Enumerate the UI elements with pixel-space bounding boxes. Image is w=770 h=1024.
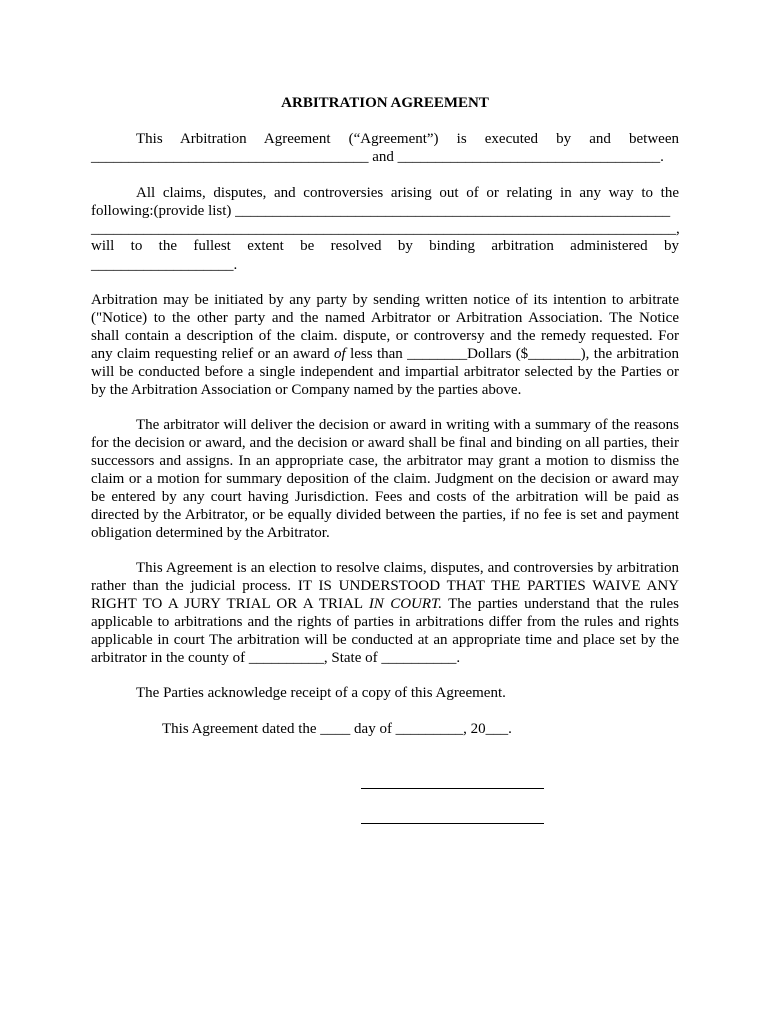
- p5-line-6: arbitrator in the county of __________, State of __________.: [91, 650, 461, 666]
- p4-line-1: The arbitrator will deliver the decision or award in writing with a summary of the reasons: [136, 417, 679, 433]
- p4-line-5: be entered by any court having Jurisdiction. Fees and costs of the arbitration will be paid as: [91, 489, 679, 505]
- p1-line-1: This Arbitration Agreement (“Agreement”) is executed by and between: [136, 131, 679, 147]
- p5-line-3: [91, 595, 679, 613]
- p2-line-1: All claims, disputes, and controversies arising out of or relating in any way to the: [136, 185, 679, 201]
- p3-line-3: shall contain a description of the claim. dispute, or controversy and the remedy requested. For: [91, 328, 679, 344]
- p3-line-2: ("Notice) to the other party and the named Arbitrator or Arbitration Association. The Notice: [91, 310, 679, 326]
- p3-line-6: by the Arbitration Association or Company named by the parties above.: [91, 382, 522, 398]
- p5-line-2: rather than the judicial process. IT IS UNDERSTOOD THAT THE PARTIES WAIVE ANY: [91, 578, 679, 594]
- p4-line-7: obligation determined by the Arbitrator.: [91, 525, 330, 541]
- date-line: This Agreement dated the ____ day of _________, 20___.: [162, 721, 512, 737]
- p2-line-3: ______________________________________________________________________________,: [91, 221, 680, 237]
- p4-line-6: directed by the Arbitrator, or be equally divided between the parties, if no fee is set and payment: [91, 507, 679, 523]
- document-title: ARBITRATION AGREEMENT: [281, 95, 489, 111]
- p4-line-4: claim or a motion for summary deposition of the claim. Judgment on the decision or award may: [91, 471, 679, 487]
- signature-line-2: [361, 823, 544, 824]
- p5-line-1: This Agreement is an election to resolve claims, disputes, and controversies by arbitration: [136, 560, 679, 576]
- p5-line-3-a: RIGHT TO A JURY TRIAL OR A TRIAL: [91, 596, 369, 612]
- p4-line-2: for the decision or award, and the decision or award shall be final and binding on all parties, their: [91, 435, 679, 451]
- p5-line-5: applicable in court The arbitration will be conducted at an appropriate time and place set by the: [91, 632, 679, 648]
- p4-line-3: successors and assigns. In an appropriate case, the arbitrator may grant a motion to dismiss the: [91, 453, 679, 469]
- p3-line-4-italic: of: [334, 346, 346, 362]
- p5-line-3-c: The parties understand that the rules: [442, 596, 679, 612]
- p3-line-5: will be conducted before a single independent and impartial arbitrator selected by the Parties or: [91, 364, 679, 380]
- p2-line-4: will to the fullest extent be resolved by binding arbitration administered by: [91, 238, 679, 254]
- p2-line-5: ___________________.: [91, 257, 238, 273]
- acknowledgement-line: The Parties acknowledge receipt of a copy of this Agreement.: [136, 685, 506, 701]
- p3-line-4: [91, 345, 679, 363]
- p2-line-2: following:(provide list) __________________________________________________________: [91, 203, 671, 219]
- p3-line-1: Arbitration may be initiated by any party by sending written notice of its intention to arbitrate: [91, 292, 679, 308]
- p3-line-4-c: less than ________Dollars ($_______), the arbitration: [345, 346, 679, 362]
- signature-line-1: [361, 788, 544, 789]
- p5-line-4: applicable to arbitrations and the rights of parties in arbitrations differ from the rules and rights: [91, 614, 679, 630]
- p5-line-3-italic: IN COURT.: [368, 596, 443, 612]
- p3-line-4-a: any claim requesting relief or an award: [91, 346, 335, 362]
- p1-line-2: _____________________________________ and ___________________________________.: [91, 149, 664, 165]
